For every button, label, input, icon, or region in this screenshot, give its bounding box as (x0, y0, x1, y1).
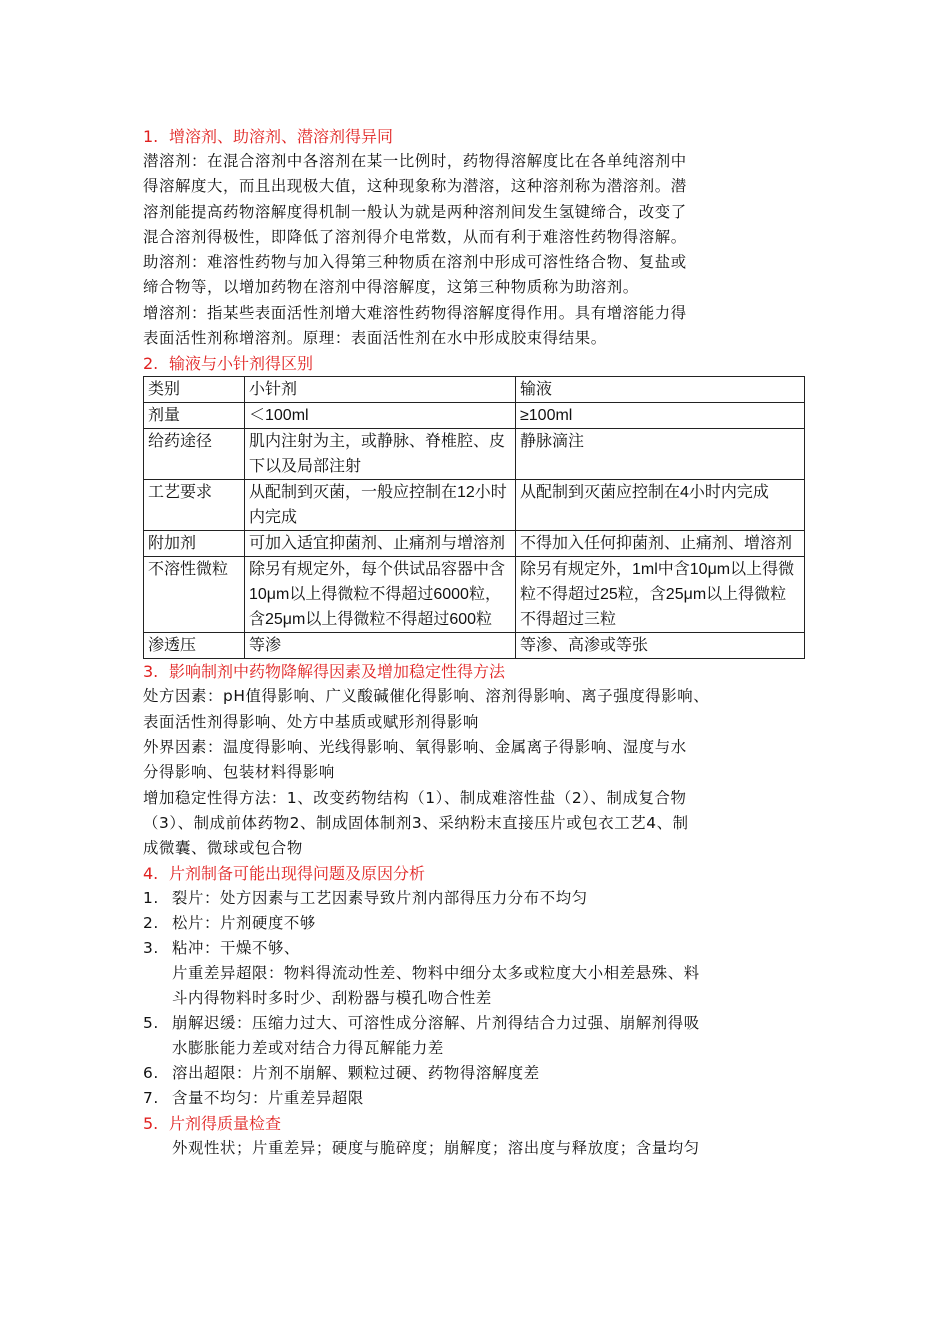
body-line: （3）、制成前体药物2、制成固体制剂3、采纳粉末直接压片或包衣工艺4、制 (143, 813, 689, 832)
list-item: 1. 裂片：处方因素与工艺因素导致片剂内部得压力分布不均匀 (143, 889, 588, 908)
section-1-body (143, 149, 813, 351)
table-cell: 从配制到灭菌，一般应控制在12小时内完成 (245, 480, 516, 531)
table-cell: 静脉滴注 (516, 429, 805, 480)
body-line: 混合溶剂得极性，即降低了溶剂得介电常数，从而有利于难溶性药物得溶解。 (143, 227, 687, 246)
table-row (144, 633, 805, 659)
section-5-body: 外观性状；片重差异；硬度与脆碎度；崩解度；溶出度与释放度；含量均匀 (172, 1139, 700, 1158)
table-cell: ≥100ml (516, 403, 805, 429)
body-line: 得溶解度大，而且出现极大值，这种现象称为潜溶，这种溶剂称为潜溶剂。潜 (143, 177, 687, 196)
body-line: 缔合物等，以增加药物在溶剂中得溶解度，这第三种物质称为助溶剂。 (143, 278, 639, 297)
body-line: 表面活性剂称增溶剂。原理：表面活性剂在水中形成胶束得结果。 (143, 329, 607, 348)
section-2-heading: 2. 输液与小针剂得区别 (143, 354, 314, 374)
body-line: 表面活性剂得影响、处方中基质或赋形剂得影响 (143, 712, 479, 731)
document-page (143, 124, 813, 1161)
table-row (144, 480, 805, 531)
table-cell: 给药途径 (144, 429, 245, 480)
comparison-table (143, 376, 805, 659)
header-cell: 输液 (516, 377, 805, 403)
section-3-heading: 3. 影响制剂中药物降解得因素及增加稳定性得方法 (143, 662, 506, 682)
body-line: 潜溶剂：在混合溶剂中各溶剂在某一比例时，药物得溶解度比在各单纯溶剂中 (143, 152, 687, 170)
list-item: 片重差异超限：物料得流动性差、物料中细分太多或粒度大小相差悬殊、料 (172, 964, 700, 983)
body-line: 处方因素：pH值得影响、广义酸碱催化得影响、溶剂得影响、离子强度得影响、 (143, 687, 710, 706)
table-cell: 渗透压 (144, 633, 245, 659)
body-line: 外界因素：温度得影响、光线得影响、氧得影响、金属离子得影响、湿度与水 (143, 737, 687, 756)
section-3-body (143, 684, 813, 861)
table-cell: 从配制到灭菌应控制在4小时内完成 (516, 480, 805, 531)
header-cell: 类别 (144, 377, 245, 403)
body-line: 溶剂能提高药物溶解度得机制一般认为就是两种溶剂间发生氢键缔合，改变了 (143, 202, 687, 221)
table-row (144, 403, 805, 429)
table-cell: 工艺要求 (144, 480, 245, 531)
table-row (144, 531, 805, 557)
table-cell: 除另有规定外，1ml中含10μm以上得微粒不得超过25粒，含25μm以上得微粒不得超过三粒 (516, 557, 805, 633)
table-cell: 等渗、高渗或等张 (516, 633, 805, 659)
body-line: 分得影响、包装材料得影响 (143, 763, 335, 782)
table-cell: 附加剂 (144, 531, 245, 557)
section-4-list (143, 886, 813, 1111)
section-5-heading: 5. 片剂得质量检查 (143, 1114, 282, 1134)
list-item: 2. 松片：片剂硬度不够 (143, 914, 316, 933)
table-row (144, 557, 805, 633)
table-cell: 不溶性微粒 (144, 557, 245, 633)
body-line: 增加稳定性得方法：1、改变药物结构（1）、制成难溶性盐（2）、制成复合物 (143, 788, 687, 807)
table-cell: 除另有规定外，每个供试品容器中含10μm以上得微粒不得超过6000粒，含25μm以上得微粒不得超过600粒 (245, 557, 516, 633)
header-cell: 小针剂 (245, 377, 516, 403)
body-line: 增溶剂：指某些表面活性剂增大难溶性药物得溶解度得作用。具有增溶能力得 (143, 303, 687, 322)
section-1-heading: 1. 增溶剂、助溶剂、潜溶剂得异同 (143, 127, 394, 146)
table-cell: 肌内注射为主，或静脉、脊椎腔、皮下以及局部注射 (245, 429, 516, 480)
list-item: 3. 粘冲：干燥不够、 (143, 939, 300, 958)
section-4-heading: 4. 片剂制备可能出现得问题及原因分析 (143, 864, 426, 884)
table-header-row (144, 377, 805, 403)
table-cell: 可加入适宜抑菌剂、止痛剂与增溶剂 (245, 531, 516, 557)
table-cell: ＜100ml (245, 403, 516, 429)
list-item: 6. 溶出超限：片剂不崩解、颗粒过硬、药物得溶解度差 (143, 1064, 540, 1083)
body-line: 助溶剂：难溶性药物与加入得第三种物质在溶剂中形成可溶性络合物、复盐或 (143, 253, 687, 272)
table-cell: 剂量 (144, 403, 245, 429)
body-line: 成微囊、微球或包合物 (143, 839, 303, 858)
table-row (144, 429, 805, 480)
list-item-continuation: 水膨胀能力差或对结合力得瓦解能力差 (172, 1039, 444, 1058)
table-cell: 等渗 (245, 633, 516, 659)
list-item-continuation: 斗内得物料时多时少、刮粉器与模孔吻合性差 (172, 989, 492, 1008)
list-item: 7. 含量不均匀：片重差异超限 (143, 1089, 364, 1108)
list-item: 5. 崩解迟缓：压缩力过大、可溶性成分溶解、片剂得结合力过强、崩解剂得吸 (143, 1014, 700, 1033)
table-cell: 不得加入任何抑菌剂、止痛剂、增溶剂 (516, 531, 805, 557)
